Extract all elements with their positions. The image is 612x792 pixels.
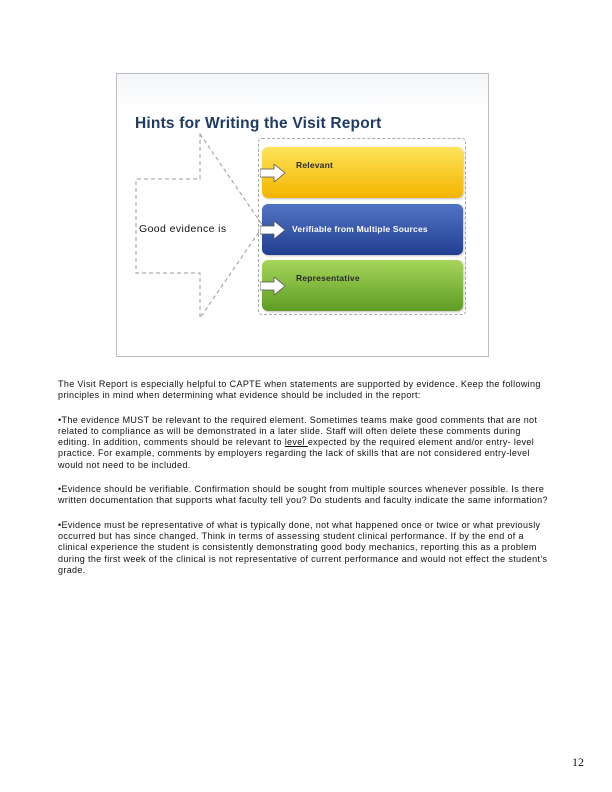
slide-thumbnail bbox=[116, 73, 489, 357]
notes-relevant-paragraph bbox=[58, 415, 548, 471]
arrow-right-icon bbox=[260, 164, 286, 182]
card-verifiable-label: Verifiable from Multiple Sources bbox=[292, 224, 428, 234]
slide-header-band bbox=[117, 74, 488, 112]
card-verifiable bbox=[262, 204, 463, 255]
card-relevant bbox=[262, 147, 463, 198]
notes-verifiable-paragraph: •Evidence should be verifiable. Confirmation should be sought from multiple sources whenever possible. Is there written documentation that supports what faculty tell you? Do students and faculty indicate the same information? bbox=[58, 484, 548, 506]
card-relevant-label: Relevant bbox=[296, 160, 334, 170]
notes-intro: The Visit Report is especially helpful to CAPTE when statements are supported by evidence. Keep the following principles in mind when determining what evidence should be included in the report: bbox=[58, 379, 541, 401]
arrow-right-icon bbox=[260, 277, 286, 295]
slide-title: Hints for Writing the Visit Report bbox=[135, 115, 382, 132]
speaker-notes bbox=[58, 379, 548, 589]
arrow-right-icon bbox=[260, 221, 286, 239]
card-representative bbox=[262, 260, 463, 311]
notes-representative-paragraph: •Evidence must be representative of what is typically done, not what happened once or twice or what previously occurred but has since changed. Think in terms of assessing student clinical performance. If by the end of a clinical experience the student is consistently demonstrating good body mechanics, reporting this as a problem during the first week of the clinical is not representative of current performance and would not effect the student’s grade. bbox=[58, 519, 548, 575]
notes-p1-start: •The evidence MUST be relevant to the required element. Sometimes teams make good comments that are not related to compliance as will be demonstrated in a later slide. Staff will often delete these comments during editing. In addition, comments should be relevant to bbox=[58, 414, 538, 448]
notes-p1-underlined: level bbox=[284, 437, 308, 448]
page-number: 12 bbox=[572, 755, 584, 769]
slide-lead-text: Good evidence is bbox=[139, 223, 227, 235]
card-representative-label: Representative bbox=[296, 273, 360, 283]
notes-p1-end: expected by the required element and/or entry- level practice. For example, comments by employers regarding the lack of skills that are not considered entry-level would not need to be included. bbox=[58, 437, 535, 470]
